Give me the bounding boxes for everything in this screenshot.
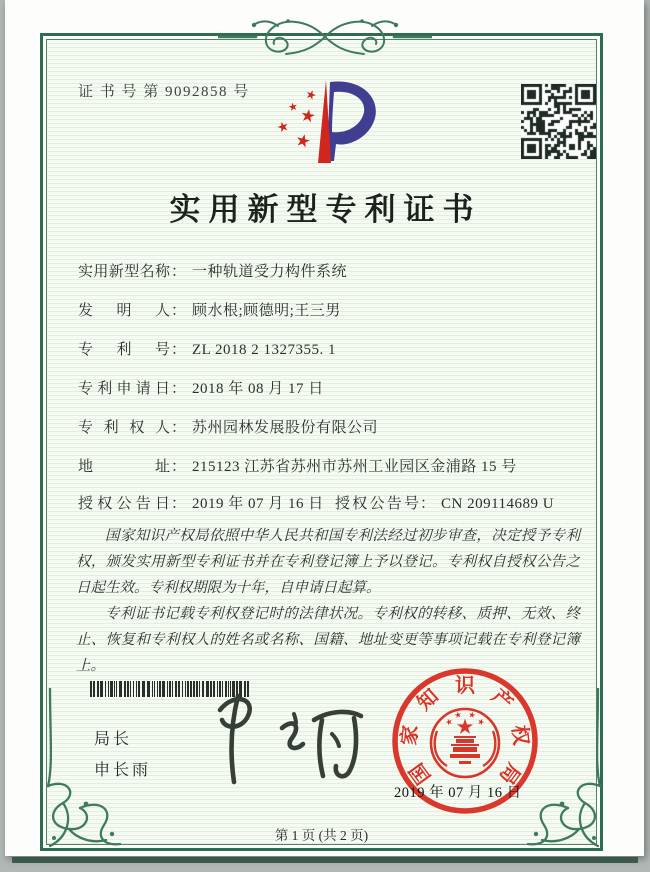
field-value: 2019 年 07 月 16 日 (192, 496, 324, 512)
officer-title: 局长 (94, 731, 133, 748)
seal-date: 2019 年 07 月 16 日 (394, 785, 522, 801)
legal-text (76, 523, 580, 679)
field-label: 发明人 (78, 303, 170, 319)
field-colon: ： (171, 496, 187, 512)
field-row-grant (78, 492, 588, 514)
cnipa-logo-icon (253, 72, 383, 168)
field-label: 专利权人 (78, 420, 170, 436)
field-row-name (78, 260, 588, 282)
field-row-filing-date (78, 377, 588, 399)
top-flourish-ornament (218, 13, 432, 61)
field-colon: ： (171, 303, 187, 319)
svg-text:知: 知 (413, 685, 443, 715)
field-colon: ： (171, 381, 187, 397)
svg-text:局: 局 (494, 758, 525, 788)
field-label: 授权公告号 (335, 496, 419, 512)
field-row-patent-number (78, 338, 588, 360)
field-value: 一种轨道受力构件系统 (192, 264, 348, 280)
field-label: 授权公告日 (78, 496, 170, 512)
svg-text:产: 产 (487, 685, 517, 715)
certificate-number: 证 书 号 第 9092858 号 (78, 84, 250, 100)
legal-paragraph-1: 国家知识产权局依照中华人民共和国专利法经过初步审查，决定授予专利权，颁发实用新型专利证书并在专利登记簿上予以登记。专利权自授权公告之日起生效。专利权期限为十年，自申请日起算。 (76, 528, 580, 596)
qr-code (521, 84, 596, 159)
second-page-edge (12, 857, 638, 863)
field-colon: ： (171, 420, 187, 436)
field-value: 215123 江苏省苏州市苏州工业园区金浦路 15 号 (192, 459, 517, 475)
field-row-address (78, 455, 588, 477)
field-row-inventors (78, 299, 588, 321)
field-value: 苏州园林发展股份有限公司 (192, 420, 379, 436)
field-label: 专利申请日 (78, 381, 170, 397)
page-number: 第 1 页 (共 2 页) (274, 828, 369, 843)
field-value: CN 209114689 U (441, 496, 555, 512)
certificate-title: 实用新型专利证书 (169, 192, 482, 227)
officer-signature (198, 686, 366, 788)
field-value: 2018 年 08 月 17 日 (192, 381, 324, 397)
field-colon: ： (420, 496, 436, 512)
field-row-patentee (78, 416, 588, 438)
field-colon: ： (171, 342, 187, 358)
field-label: 地址 (78, 459, 170, 475)
svg-text:识: 识 (455, 675, 475, 697)
field-value: 顾水根;顾德明;王三男 (192, 303, 341, 319)
field-label: 实用新型名称 (78, 264, 170, 280)
svg-text:国: 国 (405, 758, 436, 788)
field-value: ZL 2018 2 1327355. 1 (192, 342, 337, 358)
field-colon: ： (171, 264, 187, 280)
legal-paragraph-2: 专利证书记载专利权登记时的法律状况。专利权的转移、质押、无效、终止、恢复和专利权人的姓名或名称、国籍、地址变更等事项记载在专利登记簿上。 (76, 606, 580, 674)
svg-text:家: 家 (398, 724, 423, 747)
field-grant-number (335, 492, 554, 513)
field-colon: ： (171, 459, 187, 475)
svg-text:权: 权 (507, 724, 532, 747)
officer-name: 申长雨 (94, 762, 152, 779)
field-label: 专利号 (78, 342, 170, 358)
